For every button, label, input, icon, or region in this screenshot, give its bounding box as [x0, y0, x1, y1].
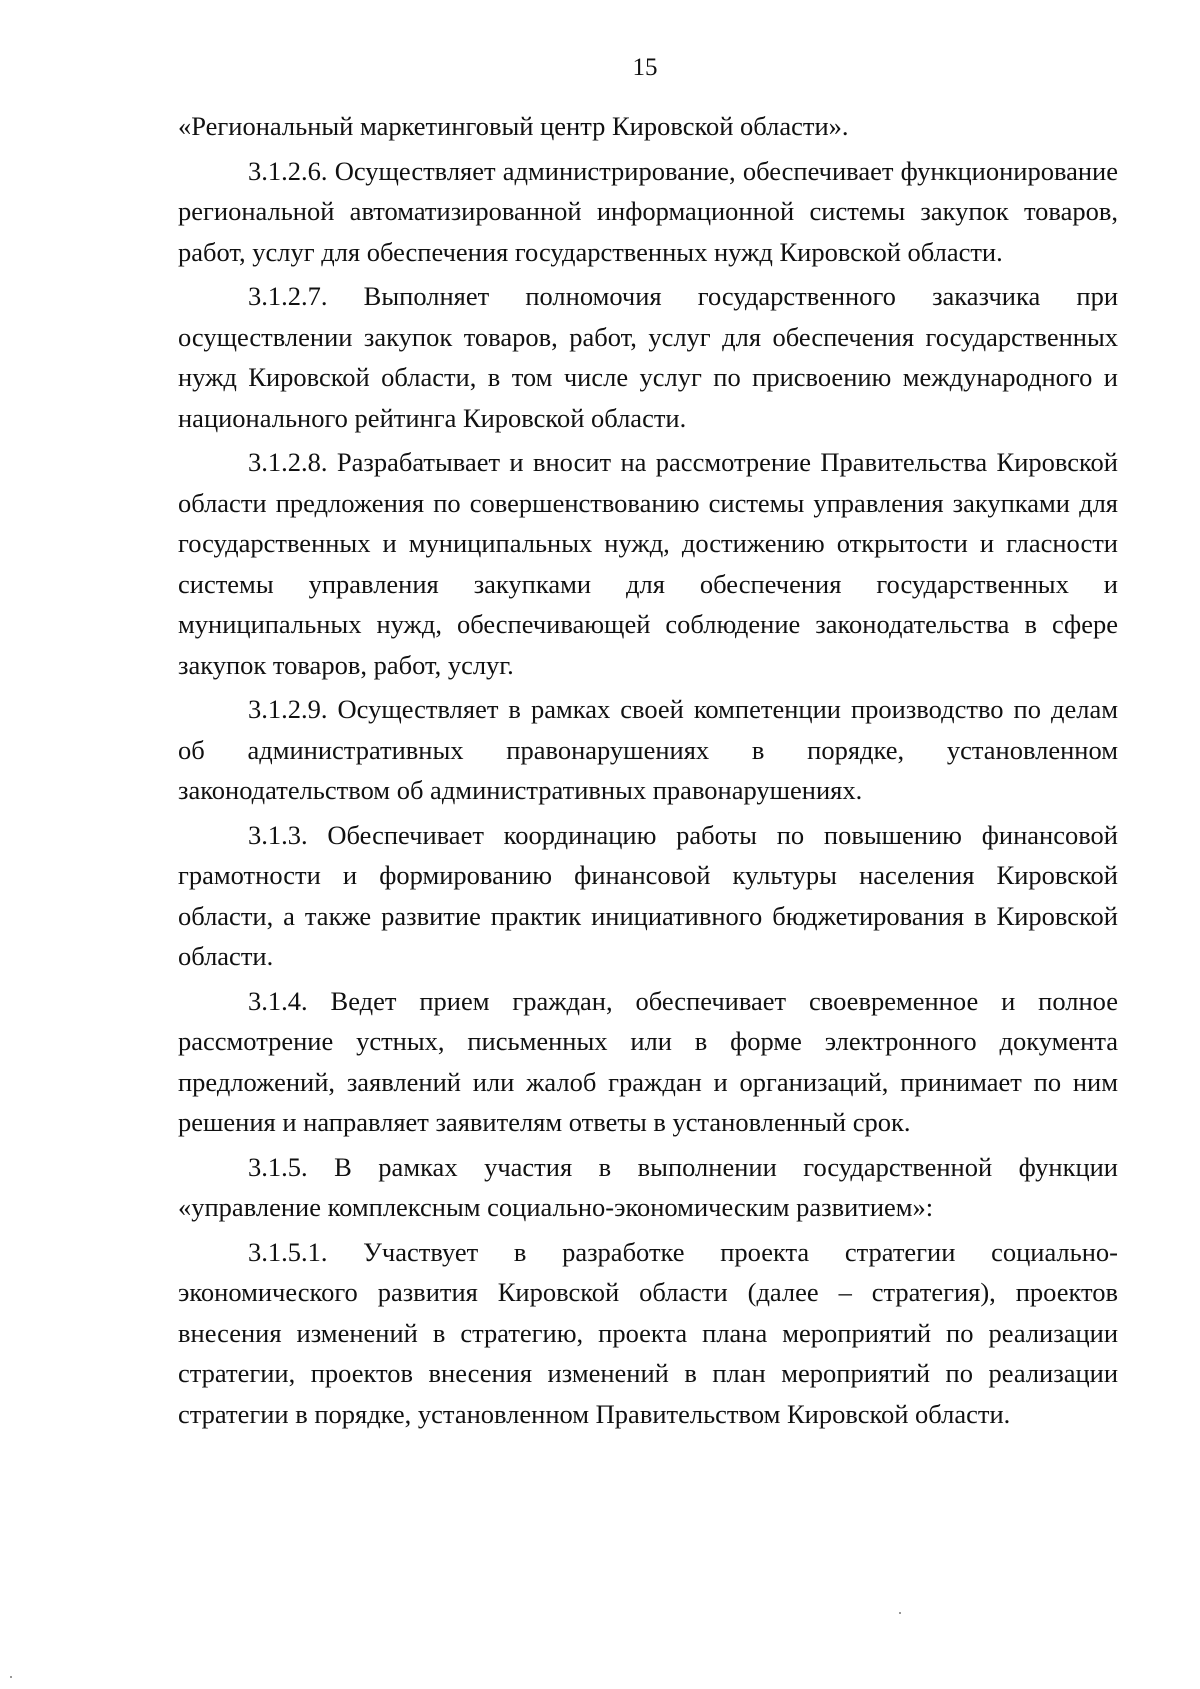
scan-speck	[899, 1612, 901, 1614]
scan-speck	[10, 1676, 12, 1678]
paragraph-3-1-2-7: 3.1.2.7. Выполняет полномочия государственного заказчика при осуществлении закупок товаров, работ, услуг для обеспечения государственных нужд Кировской области, в том числе услуг по присвоению международного и национального рейтинга Кировской области.	[178, 281, 1118, 433]
document-body	[178, 106, 1118, 1438]
paragraph-3-1-2-6: 3.1.2.6. Осуществляет администрирование, обеспечивает функционирование региональной автоматизированной информационной системы закупок товаров, работ, услуг для обеспечения государственных нужд Кировской области.	[178, 155, 1118, 267]
paragraph-3-1-5: 3.1.5. В рамках участия в выполнении государственной функции «управление комплексным социально-экономическим развитием»:	[178, 1151, 1118, 1222]
paragraph-3-1-3: 3.1.3. Обеспечивает координацию работы по повышению финансовой грамотности и формированию финансовой культуры населения Кировской области, а также развитие практик инициативного бюджетирования в Кировской области.	[178, 819, 1118, 971]
page-number: 15	[632, 54, 658, 81]
paragraph-continuation: «Региональный маркетинговый центр Кировской области».	[178, 111, 849, 141]
paragraph-3-1-2-8: 3.1.2.8. Разрабатывает и вносит на рассмотрение Правительства Кировской области предложения по совершенствованию системы управления закупками для государственных и муниципальных нужд, достижению открытости и гласности системы управления закупками для обеспечения государственных и муниципальных нужд, обеспечивающей соблюдение законодательства в сфере закупок товаров, работ, услуг.	[178, 447, 1118, 680]
paragraph-3-1-5-1: 3.1.5.1. Участвует в разработке проекта стратегии социально-экономического развития Кировской области (далее – стратегия), проектов внесения изменений в стратегию, проекта плана мероприятий по реализации стратегии, проектов внесения изменений в план мероприятий по реализации стратегии в порядке, установленном Правительством Кировской области.	[178, 1236, 1118, 1429]
paragraph-3-1-2-9: 3.1.2.9. Осуществляет в рамках своей компетенции производство по делам об административных правонарушениях в порядке, установленном законодательством об административных правонарушениях.	[178, 694, 1118, 805]
paragraph-3-1-4: 3.1.4. Ведет прием граждан, обеспечивает своевременное и полное рассмотрение устных, письменных или в форме электронного документа предложений, заявлений или жалоб граждан и организаций, принимает по ним решения и направляет заявителям ответы в установленный срок.	[178, 985, 1118, 1137]
